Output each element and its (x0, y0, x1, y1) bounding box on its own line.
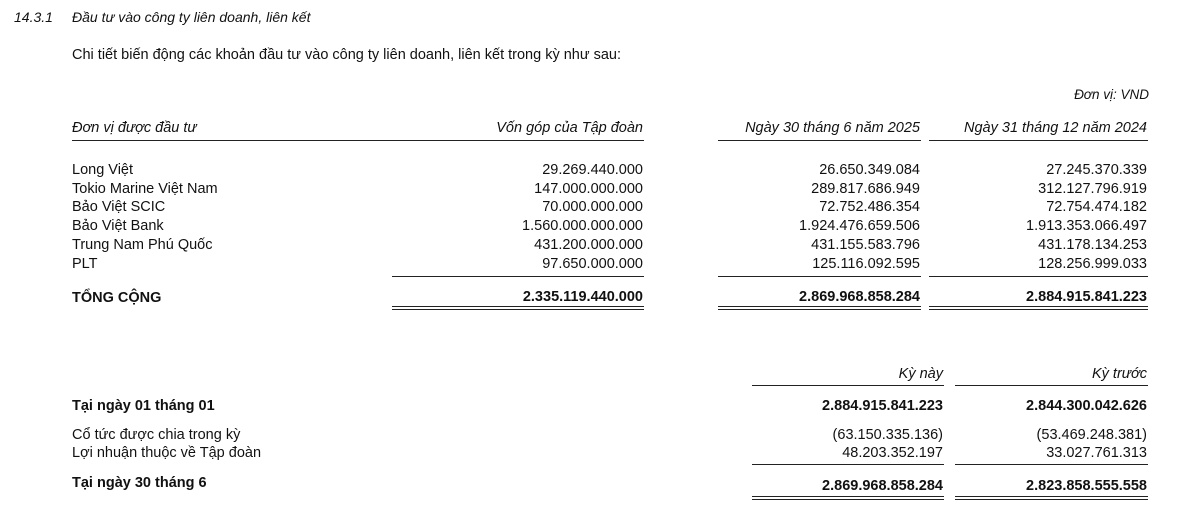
total-double-rule (718, 306, 921, 310)
section-number: 14.3.1 (14, 9, 53, 25)
table-cell: 147.000.000.000 (534, 181, 643, 197)
table-cell: 72.752.486.354 (819, 199, 920, 215)
section-heading (14, 9, 310, 25)
table-row-label: PLT (72, 256, 98, 272)
header-capital: Vốn góp của Tập đoàn (496, 120, 643, 136)
header-underline (752, 385, 944, 386)
closing-previous: 2.823.858.555.558 (1026, 478, 1147, 494)
section-title: Đầu tư vào công ty liên doanh, liên kết (72, 9, 311, 25)
table-row-label: Lợi nhuận thuộc về Tập đoàn (72, 445, 262, 461)
table-cell: 1.924.476.659.506 (799, 218, 920, 234)
total-double-rule (752, 496, 944, 500)
table-cell: 48.203.352.197 (842, 445, 943, 461)
table-cell: 33.027.761.313 (1046, 445, 1147, 461)
table-cell: 70.000.000.000 (542, 199, 643, 215)
header-previous-period: Kỳ trước (1091, 366, 1147, 382)
table-cell: 29.269.440.000 (542, 162, 643, 178)
header-underline (955, 385, 1148, 386)
header-2025: Ngày 30 tháng 6 năm 2025 (745, 120, 920, 136)
table-row-label: Bảo Việt Bank (72, 218, 164, 234)
header-underline (929, 140, 1148, 141)
header-underline (72, 140, 644, 141)
table-cell: 125.116.092.595 (812, 256, 920, 272)
header-underline (718, 140, 921, 141)
total-label: TỔNG CỘNG (72, 290, 162, 306)
table-row-label: Cổ tức được chia trong kỳ (72, 427, 241, 443)
subtotal-rule (752, 464, 944, 465)
table-cell: 1.913.353.066.497 (1026, 218, 1147, 234)
table-cell: 97.650.000.000 (542, 256, 643, 272)
table-cell: 312.127.796.919 (1038, 181, 1147, 197)
table-cell: 431.155.583.796 (811, 237, 920, 253)
table-cell: (53.469.248.381) (1036, 427, 1147, 443)
table-cell: 72.754.474.182 (1046, 199, 1147, 215)
intro-text: Chi tiết biến động các khoản đầu tư vào công ty liên doanh, liên kết trong kỳ như sau: (72, 47, 622, 63)
total-2025: 2.869.968.858.284 (799, 289, 920, 305)
table-row-label: Trung Nam Phú Quốc (72, 237, 213, 253)
table-row-label: Tokio Marine Việt Nam (72, 181, 218, 197)
total-2024: 2.884.915.841.223 (1026, 289, 1147, 305)
header-investee: Đơn vị được đầu tư (72, 120, 197, 136)
table-cell: 289.817.686.949 (811, 181, 920, 197)
opening-previous: 2.844.300.042.626 (1026, 398, 1147, 414)
table-row-label: Long Việt (72, 162, 134, 178)
opening-current: 2.884.915.841.223 (822, 398, 943, 414)
subtotal-rule (392, 276, 644, 277)
table-cell: 431.200.000.000 (534, 237, 643, 253)
table-row-label: Bảo Việt SCIC (72, 199, 166, 215)
subtotal-rule (718, 276, 921, 277)
table-cell: (63.150.335.136) (832, 427, 943, 443)
closing-current: 2.869.968.858.284 (822, 478, 943, 494)
header-current-period: Kỳ này (898, 366, 943, 382)
closing-label: Tại ngày 30 tháng 6 (72, 475, 207, 491)
table-cell: 431.178.134.253 (1038, 237, 1147, 253)
total-double-rule (955, 496, 1148, 500)
header-2024: Ngày 31 tháng 12 năm 2024 (964, 120, 1147, 136)
unit-label: Đơn vị: VND (1074, 87, 1149, 102)
table-cell: 26.650.349.084 (819, 162, 920, 178)
table-cell: 27.245.370.339 (1046, 162, 1147, 178)
table-cell: 1.560.000.000.000 (522, 218, 643, 234)
total-capital: 2.335.119.440.000 (522, 289, 643, 305)
opening-label: Tại ngày 01 tháng 01 (72, 398, 215, 414)
table-cell: 128.256.999.033 (1038, 256, 1147, 272)
total-double-rule (929, 306, 1148, 310)
total-double-rule (392, 306, 644, 310)
subtotal-rule (929, 276, 1148, 277)
subtotal-rule (955, 464, 1148, 465)
